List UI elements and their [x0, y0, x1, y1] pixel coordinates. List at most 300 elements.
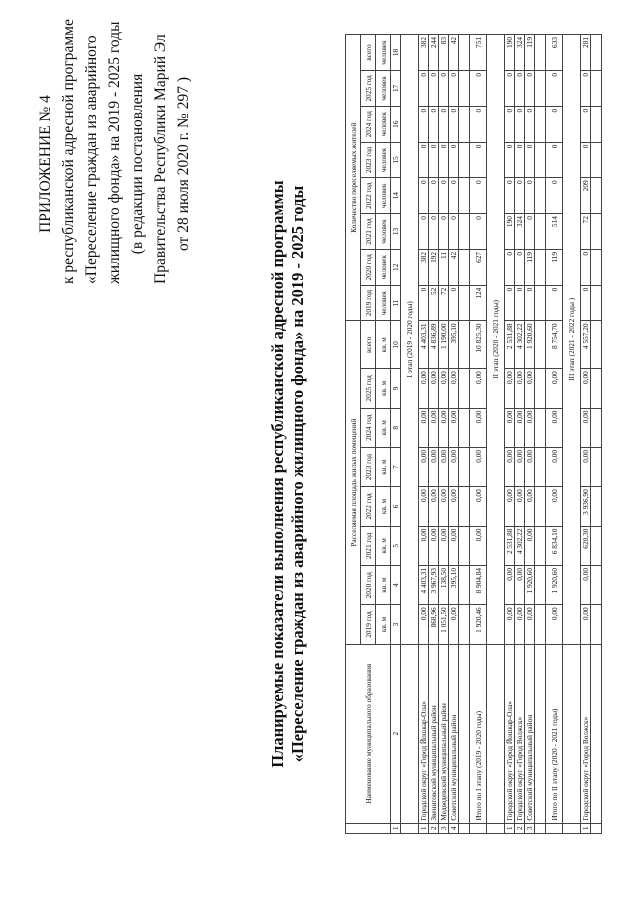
people-value: 324 — [515, 35, 525, 71]
unit-header: человек — [376, 71, 391, 107]
municipality-name: Городской округ «Город Йошкар-Ола» — [505, 644, 515, 823]
area-value: 0,00 — [546, 408, 563, 447]
people-value: 0 — [429, 214, 439, 250]
column-header-name: Наименование муниципального образования — [346, 644, 391, 823]
indicators-table — [345, 34, 602, 834]
people-value: 0 — [525, 71, 535, 107]
row-number: 1 — [419, 823, 429, 833]
total-row — [470, 35, 487, 834]
year-header: 2022 год — [361, 487, 376, 526]
stage-row — [487, 35, 505, 834]
spacer-cell — [459, 369, 470, 408]
people-value: 11 — [439, 249, 449, 285]
spacer-cell — [591, 142, 602, 178]
column-number: 12 — [391, 249, 401, 285]
area-value: 1 920,46 — [470, 605, 487, 644]
table-row — [449, 35, 459, 834]
people-value: 209 — [581, 178, 591, 214]
area-value: 4 557,20 — [581, 321, 591, 369]
spacer-cell — [591, 644, 602, 823]
area-value: 0,00 — [505, 487, 515, 526]
year-header: 2019 год — [361, 285, 376, 321]
row-number: 1 — [505, 823, 515, 833]
people-value: 751 — [470, 35, 487, 71]
unit-header: кв. м — [376, 321, 391, 369]
spacer-cell — [459, 605, 470, 644]
area-value: 1 920,60 — [525, 565, 535, 604]
people-value: 382 — [419, 249, 429, 285]
unit-header: кв. м — [376, 605, 391, 644]
people-value: 52 — [429, 285, 439, 321]
people-value: 0 — [515, 142, 525, 178]
spacer-cell — [459, 106, 470, 142]
people-value: 0 — [546, 71, 563, 107]
people-value: 42 — [449, 35, 459, 71]
municipality-name: Звениговский муниципальный район — [429, 644, 439, 823]
spacer-cell — [535, 487, 546, 526]
area-value: 0,00 — [419, 487, 429, 526]
people-value: 0 — [449, 142, 459, 178]
spacer-cell — [459, 249, 470, 285]
people-value: 0 — [505, 178, 515, 214]
spacer-cell — [459, 408, 470, 447]
spacer-cell — [535, 106, 546, 142]
spacer-cell — [591, 249, 602, 285]
spacer-cell — [591, 565, 602, 604]
municipality-name: Медведевский муниципальный район — [439, 644, 449, 823]
people-value: 382 — [419, 35, 429, 71]
year-header: 2024 год — [361, 408, 376, 447]
unit-header: кв. м — [376, 565, 391, 604]
people-value: 0 — [470, 178, 487, 214]
people-value: 190 — [505, 214, 515, 250]
people-value: 0 — [515, 178, 525, 214]
area-value: 0,00 — [581, 565, 591, 604]
area-value: 0,00 — [429, 487, 439, 526]
spacer-cell — [535, 142, 546, 178]
spacer-cell — [591, 285, 602, 321]
municipality-name: Городской округ «Город Йошкар-Ола» — [419, 644, 429, 823]
area-value: 0,00 — [439, 369, 449, 408]
row-number: 1 — [581, 823, 591, 833]
column-number: 6 — [391, 487, 401, 526]
column-number: 4 — [391, 565, 401, 604]
spacer-row — [459, 35, 470, 834]
people-value: 0 — [429, 71, 439, 107]
people-value: 83 — [439, 35, 449, 71]
column-number: 11 — [391, 285, 401, 321]
year-header: всего — [361, 321, 376, 369]
people-value: 0 — [439, 214, 449, 250]
area-value: 0,00 — [470, 526, 487, 565]
spacer-cell — [535, 369, 546, 408]
area-value: 4 302,22 — [515, 321, 525, 369]
column-number: 13 — [391, 214, 401, 250]
area-value: 4 302,22 — [515, 526, 525, 565]
spacer-row — [591, 35, 602, 834]
year-header: 2022 год — [361, 178, 376, 214]
spacer-cell — [459, 178, 470, 214]
spacer-cell — [591, 605, 602, 644]
spacer-cell — [535, 214, 546, 250]
column-number: 17 — [391, 71, 401, 107]
people-value: 0 — [470, 106, 487, 142]
year-header: 2025 год — [361, 71, 376, 107]
area-value: 0,00 — [419, 447, 429, 486]
people-value: 281 — [581, 35, 591, 71]
row-number: 2 — [429, 823, 439, 833]
row-number: 3 — [439, 823, 449, 833]
people-value: 324 — [515, 214, 525, 250]
column-number: 15 — [391, 142, 401, 178]
column-number: 3 — [391, 605, 401, 644]
spacer-cell — [459, 142, 470, 178]
column-number: 18 — [391, 35, 401, 71]
table-row — [505, 35, 515, 834]
area-value: 0,00 — [470, 447, 487, 486]
unit-header: кв. м — [376, 526, 391, 565]
people-value: 0 — [419, 142, 429, 178]
area-value: 2 531,88 — [505, 321, 515, 369]
area-value: 395,10 — [449, 321, 459, 369]
area-value: 0,00 — [525, 605, 535, 644]
spacer-cell — [535, 178, 546, 214]
area-value: 0,00 — [439, 487, 449, 526]
stage-cell — [487, 644, 505, 823]
area-value: 6 834,10 — [546, 526, 563, 565]
area-value: 10 825,30 — [470, 321, 487, 369]
people-value: 72 — [581, 214, 591, 250]
area-value: 0,00 — [505, 447, 515, 486]
spacer-cell — [591, 106, 602, 142]
area-value: 0,00 — [525, 447, 535, 486]
column-number: 16 — [391, 106, 401, 142]
municipality-name: Советский муниципальный район — [449, 644, 459, 823]
spacer-cell — [535, 71, 546, 107]
spacer-cell — [591, 35, 602, 71]
people-value: 0 — [429, 178, 439, 214]
people-value: 0 — [505, 142, 515, 178]
area-value: 0,00 — [470, 369, 487, 408]
people-value: 0 — [449, 106, 459, 142]
spacer-cell — [535, 644, 546, 823]
people-value: 0 — [581, 71, 591, 107]
area-value: 0,00 — [515, 447, 525, 486]
column-number: 14 — [391, 178, 401, 214]
people-value: 0 — [429, 106, 439, 142]
area-value: 3 936,90 — [581, 487, 591, 526]
area-value: 0,00 — [470, 487, 487, 526]
people-value: 0 — [546, 142, 563, 178]
spacer-cell — [459, 565, 470, 604]
header-line: «Переселение граждан из аварийного — [83, 35, 100, 284]
people-value: 42 — [449, 249, 459, 285]
column-number-row — [391, 35, 401, 834]
stage-label: I этап (2019 - 2020 годы) — [401, 35, 419, 645]
area-value: 0,00 — [449, 487, 459, 526]
municipality-name: Городской округ «Город Волжск» — [515, 644, 525, 823]
people-value: 0 — [449, 71, 459, 107]
spacer-cell — [535, 321, 546, 369]
area-value: 0,00 — [429, 447, 439, 486]
table-row — [581, 35, 591, 834]
area-value: 0,00 — [505, 369, 515, 408]
municipality-name: Городской округ «Город Волжск» — [581, 644, 591, 823]
municipality-name: Итого по II этапу (2020 - 2021 годы) — [546, 644, 563, 823]
area-value: 0,00 — [515, 487, 525, 526]
unit-header: кв. м — [376, 408, 391, 447]
column-number: 2 — [391, 644, 401, 823]
area-value: 8 904,84 — [470, 565, 487, 604]
column-number: 5 — [391, 526, 401, 565]
area-value: 395,10 — [449, 565, 459, 604]
area-value: 0,00 — [429, 526, 439, 565]
area-value: 0,00 — [439, 447, 449, 486]
column-number: 7 — [391, 447, 401, 486]
people-value: 0 — [525, 214, 535, 250]
area-value: 0,00 — [525, 408, 535, 447]
people-value: 0 — [439, 71, 449, 107]
unit-header: кв. м — [376, 369, 391, 408]
spacer-cell — [535, 408, 546, 447]
stage-cell — [401, 823, 419, 833]
people-value: 0 — [525, 178, 535, 214]
appendix-header — [34, 19, 195, 284]
unit-header: человек — [376, 249, 391, 285]
people-value: 0 — [449, 178, 459, 214]
area-value: 0,00 — [449, 408, 459, 447]
area-value: 0,00 — [419, 408, 429, 447]
table-row — [515, 35, 525, 834]
area-value: 4 836,89 — [429, 321, 439, 369]
spacer-cell — [591, 487, 602, 526]
area-value: 0,00 — [449, 526, 459, 565]
spacer-cell — [591, 408, 602, 447]
header-row — [346, 35, 361, 834]
area-value: 0,00 — [581, 369, 591, 408]
spacer-cell — [535, 35, 546, 71]
stage-label: III этап (2021 - 2022 годы ) — [563, 35, 581, 645]
people-value: 0 — [439, 178, 449, 214]
people-value: 0 — [449, 285, 459, 321]
spacer-cell — [535, 823, 546, 833]
unit-header: человек — [376, 106, 391, 142]
people-value: 0 — [515, 285, 525, 321]
year-header: 2023 год — [361, 447, 376, 486]
stage-cell — [563, 823, 581, 833]
stage-cell — [401, 644, 419, 823]
spacer-cell — [459, 285, 470, 321]
header-line: (в редакции постановления — [129, 73, 146, 255]
unit-header: кв. м — [376, 487, 391, 526]
people-value: 0 — [581, 285, 591, 321]
spacer-cell — [459, 526, 470, 565]
people-value: 0 — [505, 106, 515, 142]
spacer-cell — [459, 823, 470, 833]
title-line: Планируемые показатели выполнения республиканской адресной программы — [268, 180, 287, 768]
people-value: 0 — [505, 71, 515, 107]
area-value: 0,00 — [515, 408, 525, 447]
year-header: 2020 год — [361, 249, 376, 285]
spacer-cell — [459, 487, 470, 526]
people-value: 0 — [581, 106, 591, 142]
area-value: 4 403,31 — [419, 321, 429, 369]
document-title — [268, 124, 308, 824]
year-header: 2025 год — [361, 369, 376, 408]
area-value: 138,50 — [439, 565, 449, 604]
municipality-name: Советский муниципальный район — [525, 644, 535, 823]
area-value: 0,00 — [505, 565, 515, 604]
spacer-cell — [591, 823, 602, 833]
people-value: 0 — [419, 178, 429, 214]
area-value: 0,00 — [546, 369, 563, 408]
spacer-cell — [535, 565, 546, 604]
spacer-cell — [591, 369, 602, 408]
area-value: 0,00 — [515, 565, 525, 604]
unit-header: человек — [376, 178, 391, 214]
year-header: 2019 год — [361, 605, 376, 644]
header-line: жилищного фонда» на 2019 - 2025 годы — [106, 21, 123, 284]
area-value: 0,00 — [525, 487, 535, 526]
people-value: 0 — [515, 106, 525, 142]
people-value: 0 — [581, 249, 591, 285]
stage-row — [563, 35, 581, 834]
people-value: 119 — [546, 249, 563, 285]
people-value: 0 — [505, 285, 515, 321]
area-value: 0,00 — [505, 605, 515, 644]
area-value: 4 403,31 — [419, 565, 429, 604]
people-value: 124 — [470, 285, 487, 321]
area-value: 868,96 — [429, 605, 439, 644]
stage-label: II этап (2020 - 2021 годы) — [487, 35, 505, 645]
people-value: 0 — [419, 71, 429, 107]
people-value: 633 — [546, 35, 563, 71]
stage-cell — [487, 823, 505, 833]
spacer-cell — [535, 285, 546, 321]
total-row — [546, 35, 563, 834]
people-value: 0 — [449, 214, 459, 250]
year-header: всего — [361, 35, 376, 71]
unit-header: человек — [376, 35, 391, 71]
header-line: от 28 июля 2020 г. № 297 ) — [175, 77, 192, 251]
area-value: 0,00 — [439, 526, 449, 565]
area-value: 0,00 — [525, 369, 535, 408]
people-value: 0 — [439, 106, 449, 142]
area-value: 0,00 — [449, 369, 459, 408]
row-number: 2 — [515, 823, 525, 833]
people-value: 72 — [439, 285, 449, 321]
people-value: 627 — [470, 249, 487, 285]
area-value: 1 920,60 — [525, 321, 535, 369]
people-value: 0 — [470, 214, 487, 250]
people-value: 0 — [525, 285, 535, 321]
people-value: 0 — [419, 214, 429, 250]
column-number: 8 — [391, 408, 401, 447]
column-group-area: Расселяемая площадь жилых помещений — [346, 321, 361, 644]
area-value: 0,00 — [581, 605, 591, 644]
header-line: ПРИЛОЖЕНИЕ № 4 — [37, 95, 54, 233]
people-value: 0 — [505, 249, 515, 285]
area-value: 0,00 — [470, 408, 487, 447]
spacer-cell — [591, 526, 602, 565]
spacer-cell — [459, 321, 470, 369]
people-value: 244 — [429, 35, 439, 71]
spacer-cell — [459, 447, 470, 486]
area-value: 0,00 — [581, 447, 591, 486]
people-value: 119 — [525, 249, 535, 285]
column-number: 1 — [391, 823, 401, 833]
unit-header: человек — [376, 214, 391, 250]
area-value: 1 190,00 — [439, 321, 449, 369]
people-value: 0 — [525, 106, 535, 142]
spacer-cell — [535, 249, 546, 285]
people-value: 0 — [581, 142, 591, 178]
column-group-people: Количество переселяемых жителей — [346, 35, 361, 321]
area-value: 0,00 — [546, 447, 563, 486]
header-line: Правительства Республики Марий Эл — [152, 34, 169, 284]
year-header: 2023 год — [361, 142, 376, 178]
row-number — [546, 823, 563, 833]
area-value: 0,00 — [546, 487, 563, 526]
people-value: 119 — [525, 35, 535, 71]
year-header: 2024 год — [361, 106, 376, 142]
spacer-cell — [459, 644, 470, 823]
row-number: 3 — [525, 823, 535, 833]
area-value: 0,00 — [449, 447, 459, 486]
area-value: 0,00 — [419, 526, 429, 565]
title-line: «Переселение граждан из аварийного жилищного фонда» на 2019 - 2025 годы — [288, 185, 307, 763]
area-value: 1 051,50 — [439, 605, 449, 644]
people-value: 0 — [546, 285, 563, 321]
area-value: 0,00 — [505, 408, 515, 447]
stage-row — [401, 35, 419, 834]
people-value: 0 — [429, 142, 439, 178]
unit-header: кв. м — [376, 447, 391, 486]
row-number — [470, 823, 487, 833]
spacer-row — [535, 35, 546, 834]
people-value: 0 — [546, 178, 563, 214]
row-number: 4 — [449, 823, 459, 833]
spacer-cell — [591, 178, 602, 214]
area-value: 0,00 — [429, 408, 439, 447]
spacer-cell — [459, 214, 470, 250]
unit-header: человек — [376, 285, 391, 321]
table-row — [439, 35, 449, 834]
people-value: 0 — [419, 285, 429, 321]
column-number: 9 — [391, 369, 401, 408]
table-row — [429, 35, 439, 834]
people-value: 0 — [419, 106, 429, 142]
area-value: 0,00 — [429, 369, 439, 408]
area-value: 2 531,88 — [505, 526, 515, 565]
people-value: 0 — [470, 71, 487, 107]
spacer-cell — [535, 526, 546, 565]
area-value: 0,00 — [449, 605, 459, 644]
people-value: 0 — [515, 71, 525, 107]
people-value: 0 — [515, 249, 525, 285]
area-value: 0,00 — [525, 526, 535, 565]
area-value: 0,00 — [581, 408, 591, 447]
area-value: 620,30 — [581, 526, 591, 565]
people-value: 192 — [429, 249, 439, 285]
area-value: 8 754,70 — [546, 321, 563, 369]
column-number: 10 — [391, 321, 401, 369]
area-value: 1 920,60 — [546, 565, 563, 604]
people-value: 0 — [546, 106, 563, 142]
spacer-cell — [535, 605, 546, 644]
spacer-cell — [591, 71, 602, 107]
year-header: 2021 год — [361, 214, 376, 250]
